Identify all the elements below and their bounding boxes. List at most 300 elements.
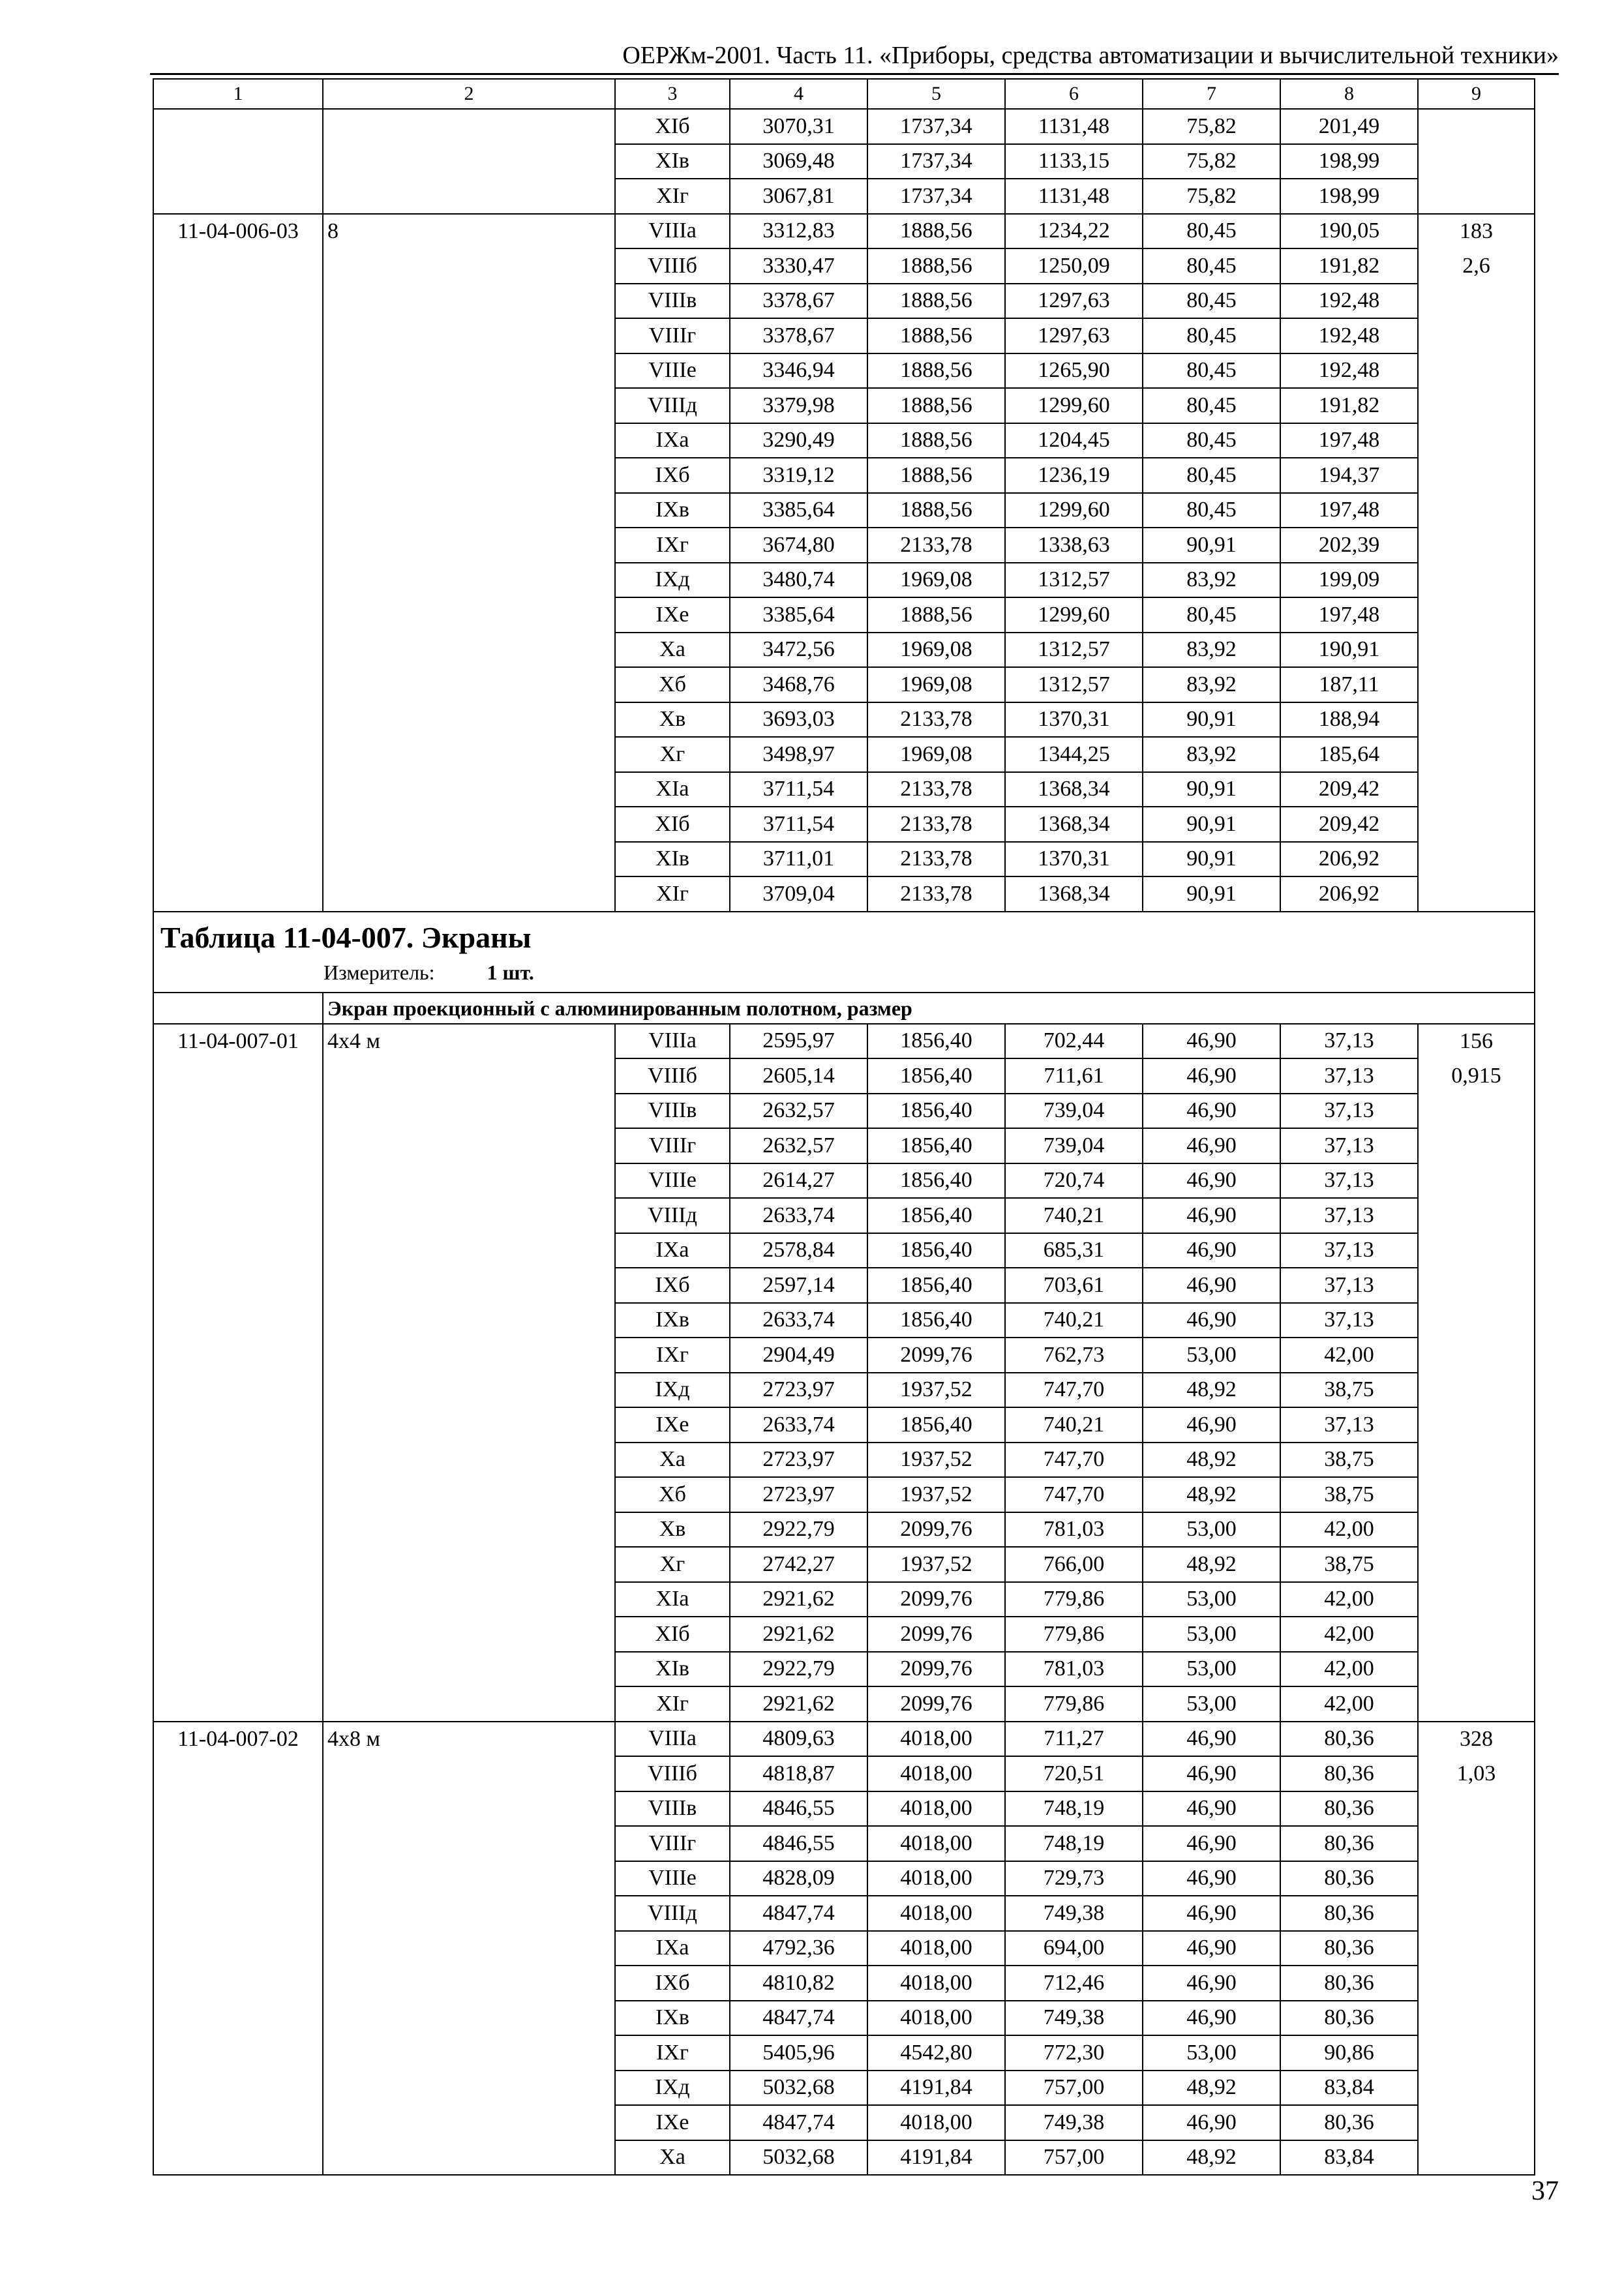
extra-value bbox=[1418, 2140, 1535, 2176]
resource-parameter bbox=[323, 353, 615, 389]
value-cell: 80,45 bbox=[1143, 423, 1280, 458]
resource-parameter bbox=[323, 772, 615, 807]
zone-code: VIIIб bbox=[615, 1756, 730, 1791]
value-cell: 747,70 bbox=[1005, 1443, 1143, 1478]
value-cell: 80,36 bbox=[1280, 1756, 1418, 1791]
value-cell: 1856,40 bbox=[867, 1128, 1005, 1163]
zone-code: Xб bbox=[615, 1477, 730, 1512]
value-cell: 2099,76 bbox=[867, 1617, 1005, 1652]
extra-value bbox=[1418, 1268, 1535, 1303]
zone-code: Xг bbox=[615, 1547, 730, 1582]
value-cell: 37,13 bbox=[1280, 1198, 1418, 1233]
extra-value bbox=[1418, 1303, 1535, 1338]
resource-parameter bbox=[323, 1477, 615, 1512]
resource-code bbox=[153, 1512, 323, 1548]
resource-parameter bbox=[323, 737, 615, 772]
resource-parameter bbox=[323, 667, 615, 702]
value-cell: 3674,80 bbox=[730, 528, 867, 563]
resource-code bbox=[153, 597, 323, 633]
extra-value bbox=[1418, 2001, 1535, 2036]
value-cell: 80,45 bbox=[1143, 353, 1280, 389]
zone-code: IXг bbox=[615, 1338, 730, 1373]
value-cell: 1888,56 bbox=[867, 388, 1005, 423]
value-cell: 46,90 bbox=[1143, 1198, 1280, 1233]
value-cell: 2723,97 bbox=[730, 1373, 867, 1408]
resource-parameter bbox=[323, 1931, 615, 1966]
table-row bbox=[153, 528, 1535, 563]
value-cell: 3312,83 bbox=[730, 214, 867, 249]
value-cell: 80,36 bbox=[1280, 1722, 1418, 1757]
resource-code bbox=[153, 179, 323, 214]
resource-parameter: 4х8 м bbox=[323, 1722, 615, 1757]
value-cell: 42,00 bbox=[1280, 1652, 1418, 1687]
value-cell: 748,19 bbox=[1005, 1826, 1143, 1861]
resource-code bbox=[153, 1652, 323, 1687]
table-row bbox=[153, 633, 1535, 668]
value-cell: 3693,03 bbox=[730, 702, 867, 738]
zone-code: IXв bbox=[615, 1303, 730, 1338]
value-cell: 2099,76 bbox=[867, 1512, 1005, 1548]
value-cell: 46,90 bbox=[1143, 1826, 1280, 1861]
value-cell: 2633,74 bbox=[730, 1303, 867, 1338]
resource-code bbox=[153, 284, 323, 319]
value-cell: 5032,68 bbox=[730, 2140, 867, 2176]
value-cell: 46,90 bbox=[1143, 2105, 1280, 2140]
value-cell: 37,13 bbox=[1280, 1268, 1418, 1303]
value-cell: 80,36 bbox=[1280, 2105, 1418, 2140]
table-row bbox=[153, 1477, 1535, 1512]
value-cell: 4018,00 bbox=[867, 2001, 1005, 2036]
value-cell: 80,45 bbox=[1143, 214, 1280, 249]
resource-parameter bbox=[323, 633, 615, 668]
resource-parameter bbox=[323, 1128, 615, 1163]
value-cell: 747,70 bbox=[1005, 1477, 1143, 1512]
value-cell: 1856,40 bbox=[867, 1303, 1005, 1338]
table-row bbox=[153, 388, 1535, 423]
value-cell: 4846,55 bbox=[730, 1791, 867, 1827]
value-cell: 694,00 bbox=[1005, 1931, 1143, 1966]
resource-code bbox=[153, 458, 323, 493]
zone-code: Xг bbox=[615, 737, 730, 772]
zone-code: IXа bbox=[615, 423, 730, 458]
value-cell: 53,00 bbox=[1143, 1686, 1280, 1722]
resource-parameter bbox=[323, 1512, 615, 1548]
extra-value bbox=[1418, 423, 1535, 458]
value-cell: 4018,00 bbox=[867, 1896, 1005, 1931]
value-cell: 1368,34 bbox=[1005, 876, 1143, 912]
resource-parameter bbox=[323, 109, 615, 144]
resource-code bbox=[153, 248, 323, 284]
value-cell: 80,45 bbox=[1143, 493, 1280, 528]
table-row bbox=[153, 1338, 1535, 1373]
resource-code bbox=[153, 493, 323, 528]
value-cell: 1234,22 bbox=[1005, 214, 1143, 249]
value-cell: 1312,57 bbox=[1005, 667, 1143, 702]
value-cell: 1297,63 bbox=[1005, 318, 1143, 353]
extra-value bbox=[1418, 1652, 1535, 1687]
value-cell: 192,48 bbox=[1280, 353, 1418, 389]
resource-parameter bbox=[323, 458, 615, 493]
value-cell: 740,21 bbox=[1005, 1303, 1143, 1338]
resource-parameter bbox=[323, 2035, 615, 2071]
extra-value bbox=[1418, 876, 1535, 912]
value-cell: 80,45 bbox=[1143, 284, 1280, 319]
column-number: 7 bbox=[1143, 79, 1280, 109]
resource-parameter bbox=[323, 423, 615, 458]
resource-code bbox=[153, 1686, 323, 1722]
resource-code bbox=[153, 2001, 323, 2036]
value-cell: 1204,45 bbox=[1005, 423, 1143, 458]
zone-code: Xа bbox=[615, 1443, 730, 1478]
group-title: Экран проекционный с алюминированным полотном, размер bbox=[323, 993, 1535, 1024]
table-row bbox=[153, 179, 1535, 214]
table-row bbox=[153, 1617, 1535, 1652]
zone-code: VIIIв bbox=[615, 1094, 730, 1129]
table-row bbox=[153, 2105, 1535, 2140]
value-cell: 90,91 bbox=[1143, 528, 1280, 563]
value-cell: 2605,14 bbox=[730, 1058, 867, 1094]
value-cell: 1370,31 bbox=[1005, 702, 1143, 738]
resource-code bbox=[153, 1443, 323, 1478]
value-cell: 42,00 bbox=[1280, 1338, 1418, 1373]
extra-value: 156 bbox=[1418, 1024, 1535, 1059]
zone-code: IXв bbox=[615, 2001, 730, 2036]
extra-value bbox=[1418, 1686, 1535, 1722]
value-cell: 3378,67 bbox=[730, 318, 867, 353]
resource-parameter bbox=[323, 1896, 615, 1931]
resource-code bbox=[153, 1198, 323, 1233]
resource-code bbox=[153, 353, 323, 389]
value-cell: 209,42 bbox=[1280, 772, 1418, 807]
value-cell: 1236,19 bbox=[1005, 458, 1143, 493]
value-cell: 37,13 bbox=[1280, 1407, 1418, 1443]
zone-code: VIIIд bbox=[615, 1198, 730, 1233]
value-cell: 4018,00 bbox=[867, 1826, 1005, 1861]
zone-code: XIг bbox=[615, 876, 730, 912]
value-cell: 46,90 bbox=[1143, 1966, 1280, 2001]
resource-code bbox=[153, 1861, 323, 1896]
extra-value bbox=[1418, 1931, 1535, 1966]
resource-parameter bbox=[323, 388, 615, 423]
column-number: 9 bbox=[1418, 79, 1535, 109]
table-row bbox=[153, 2035, 1535, 2071]
resource-code: 11-04-007-02 bbox=[153, 1722, 323, 1757]
value-cell: 757,00 bbox=[1005, 2071, 1143, 2106]
resource-parameter bbox=[323, 842, 615, 877]
zone-code: IXб bbox=[615, 458, 730, 493]
extra-value bbox=[1418, 318, 1535, 353]
value-cell: 702,44 bbox=[1005, 1024, 1143, 1059]
column-number-row bbox=[153, 79, 1535, 109]
value-cell: 191,82 bbox=[1280, 388, 1418, 423]
extra-value bbox=[1418, 1966, 1535, 2001]
resource-code bbox=[153, 1128, 323, 1163]
resource-code bbox=[153, 1896, 323, 1931]
resource-code bbox=[153, 1373, 323, 1408]
value-cell: 749,38 bbox=[1005, 2105, 1143, 2140]
value-cell: 46,90 bbox=[1143, 1268, 1280, 1303]
value-cell: 38,75 bbox=[1280, 1477, 1418, 1512]
zone-code: VIIIв bbox=[615, 284, 730, 319]
value-cell: 4846,55 bbox=[730, 1826, 867, 1861]
value-cell: 2578,84 bbox=[730, 1233, 867, 1268]
table-row bbox=[153, 1407, 1535, 1443]
value-cell: 197,48 bbox=[1280, 597, 1418, 633]
value-cell: 2099,76 bbox=[867, 1582, 1005, 1617]
value-cell: 90,86 bbox=[1280, 2035, 1418, 2071]
value-cell: 198,99 bbox=[1280, 144, 1418, 179]
column-number: 1 bbox=[153, 79, 323, 109]
value-cell: 2099,76 bbox=[867, 1652, 1005, 1687]
value-cell: 1265,90 bbox=[1005, 353, 1143, 389]
resource-code bbox=[153, 1163, 323, 1199]
value-cell: 779,86 bbox=[1005, 1582, 1143, 1617]
extra-value bbox=[1418, 1547, 1535, 1582]
table-row bbox=[153, 318, 1535, 353]
zone-code: Xа bbox=[615, 2140, 730, 2176]
value-cell: 2632,57 bbox=[730, 1094, 867, 1129]
value-cell: 46,90 bbox=[1143, 1931, 1280, 1966]
table-row bbox=[153, 1233, 1535, 1268]
extra-value bbox=[1418, 807, 1535, 842]
value-cell: 1250,09 bbox=[1005, 248, 1143, 284]
value-cell: 4191,84 bbox=[867, 2140, 1005, 2176]
value-cell: 46,90 bbox=[1143, 1094, 1280, 1129]
table-row bbox=[153, 109, 1535, 144]
value-cell: 80,45 bbox=[1143, 458, 1280, 493]
value-cell: 3070,31 bbox=[730, 109, 867, 144]
value-cell: 766,00 bbox=[1005, 1547, 1143, 1582]
value-cell: 46,90 bbox=[1143, 1861, 1280, 1896]
value-cell: 198,99 bbox=[1280, 179, 1418, 214]
extra-value bbox=[1418, 458, 1535, 493]
value-cell: 2904,49 bbox=[730, 1338, 867, 1373]
zone-code: IXе bbox=[615, 597, 730, 633]
zone-code: XIв bbox=[615, 1652, 730, 1687]
table-row bbox=[153, 737, 1535, 772]
value-cell: 42,00 bbox=[1280, 1686, 1418, 1722]
meter-value: 1 шт. bbox=[487, 960, 534, 984]
value-cell: 2921,62 bbox=[730, 1686, 867, 1722]
value-cell: 2133,78 bbox=[867, 842, 1005, 877]
value-cell: 1888,56 bbox=[867, 458, 1005, 493]
table-row bbox=[153, 284, 1535, 319]
value-cell: 4018,00 bbox=[867, 2105, 1005, 2140]
value-cell: 75,82 bbox=[1143, 109, 1280, 144]
value-cell: 747,70 bbox=[1005, 1373, 1143, 1408]
table-title-row bbox=[153, 912, 1535, 993]
value-cell: 4809,63 bbox=[730, 1722, 867, 1757]
value-cell: 48,92 bbox=[1143, 2071, 1280, 2106]
zone-code: XIа bbox=[615, 1582, 730, 1617]
resource-parameter bbox=[323, 144, 615, 179]
resource-parameter bbox=[323, 2140, 615, 2176]
table-row bbox=[153, 248, 1535, 284]
resource-parameter bbox=[323, 493, 615, 528]
value-cell: 197,48 bbox=[1280, 423, 1418, 458]
resource-code bbox=[153, 1268, 323, 1303]
resource-code bbox=[153, 1931, 323, 1966]
resource-parameter bbox=[323, 1163, 615, 1199]
value-cell: 53,00 bbox=[1143, 1512, 1280, 1548]
value-cell: 5032,68 bbox=[730, 2071, 867, 2106]
table-row bbox=[153, 2140, 1535, 2176]
value-cell: 3709,04 bbox=[730, 876, 867, 912]
value-cell: 1969,08 bbox=[867, 563, 1005, 598]
table-row bbox=[153, 423, 1535, 458]
value-cell: 80,45 bbox=[1143, 248, 1280, 284]
table-row bbox=[153, 1931, 1535, 1966]
value-cell: 46,90 bbox=[1143, 1233, 1280, 1268]
extra-value bbox=[1418, 353, 1535, 389]
value-cell: 1888,56 bbox=[867, 214, 1005, 249]
extra-value bbox=[1418, 737, 1535, 772]
value-cell: 38,75 bbox=[1280, 1373, 1418, 1408]
value-cell: 80,45 bbox=[1143, 388, 1280, 423]
value-cell: 1969,08 bbox=[867, 667, 1005, 702]
value-cell: 2133,78 bbox=[867, 528, 1005, 563]
value-cell: 3067,81 bbox=[730, 179, 867, 214]
value-cell: 4847,74 bbox=[730, 2001, 867, 2036]
value-cell: 83,92 bbox=[1143, 667, 1280, 702]
value-cell: 199,09 bbox=[1280, 563, 1418, 598]
value-cell: 80,36 bbox=[1280, 2001, 1418, 2036]
value-cell: 90,91 bbox=[1143, 772, 1280, 807]
value-cell: 48,92 bbox=[1143, 1373, 1280, 1408]
value-cell: 53,00 bbox=[1143, 1338, 1280, 1373]
table-row bbox=[153, 353, 1535, 389]
extra-value bbox=[1418, 1582, 1535, 1617]
zone-code: IXа bbox=[615, 1931, 730, 1966]
value-cell: 781,03 bbox=[1005, 1652, 1143, 1687]
value-cell: 1133,15 bbox=[1005, 144, 1143, 179]
zone-code: IXд bbox=[615, 2071, 730, 2106]
value-cell: 2099,76 bbox=[867, 1686, 1005, 1722]
zone-code: IXг bbox=[615, 528, 730, 563]
zone-code: VIIIд bbox=[615, 388, 730, 423]
table-row bbox=[153, 214, 1535, 249]
value-cell: 2922,79 bbox=[730, 1512, 867, 1548]
extra-value bbox=[1418, 1861, 1535, 1896]
resource-code bbox=[153, 842, 323, 877]
table-row bbox=[153, 1966, 1535, 2001]
value-cell: 3498,97 bbox=[730, 737, 867, 772]
value-cell: 739,04 bbox=[1005, 1128, 1143, 1163]
value-cell: 1856,40 bbox=[867, 1407, 1005, 1443]
value-cell: 37,13 bbox=[1280, 1303, 1418, 1338]
value-cell: 37,13 bbox=[1280, 1163, 1418, 1199]
resource-code bbox=[153, 1233, 323, 1268]
value-cell: 2742,27 bbox=[730, 1547, 867, 1582]
value-cell: 48,92 bbox=[1143, 1443, 1280, 1478]
value-cell: 3319,12 bbox=[730, 458, 867, 493]
extra-value: 183 bbox=[1418, 214, 1535, 249]
resource-code bbox=[153, 667, 323, 702]
resource-code bbox=[153, 1582, 323, 1617]
column-number: 4 bbox=[730, 79, 867, 109]
resource-parameter bbox=[323, 876, 615, 912]
value-cell: 83,84 bbox=[1280, 2071, 1418, 2106]
value-cell: 4191,84 bbox=[867, 2071, 1005, 2106]
value-cell: 191,82 bbox=[1280, 248, 1418, 284]
value-cell: 2133,78 bbox=[867, 807, 1005, 842]
table-row bbox=[153, 2071, 1535, 2106]
table-title: Таблица 11-04-007. Экраны bbox=[160, 920, 532, 954]
value-cell: 90,91 bbox=[1143, 876, 1280, 912]
zone-code: VIIIа bbox=[615, 214, 730, 249]
resource-code bbox=[153, 318, 323, 353]
value-cell: 781,03 bbox=[1005, 1512, 1143, 1548]
resource-parameter bbox=[323, 1547, 615, 1582]
resource-code bbox=[153, 1058, 323, 1094]
table-row bbox=[153, 563, 1535, 598]
value-cell: 720,74 bbox=[1005, 1163, 1143, 1199]
zone-code: VIIIб bbox=[615, 1058, 730, 1094]
zone-code: IXе bbox=[615, 1407, 730, 1443]
value-cell: 3468,76 bbox=[730, 667, 867, 702]
resource-code bbox=[153, 1407, 323, 1443]
extra-value bbox=[1418, 388, 1535, 423]
meter-line bbox=[160, 958, 1527, 987]
resource-parameter bbox=[323, 1756, 615, 1791]
resource-code bbox=[153, 1756, 323, 1791]
value-cell: 4018,00 bbox=[867, 1966, 1005, 2001]
value-cell: 3385,64 bbox=[730, 597, 867, 633]
resource-parameter: 8 bbox=[323, 214, 615, 249]
resource-parameter bbox=[323, 597, 615, 633]
resource-code bbox=[153, 2035, 323, 2071]
zone-code: IXб bbox=[615, 1966, 730, 2001]
extra-value bbox=[1418, 493, 1535, 528]
extra-value bbox=[1418, 528, 1535, 563]
table-body bbox=[153, 79, 1535, 2175]
extra-value bbox=[1418, 842, 1535, 877]
resource-parameter bbox=[323, 284, 615, 319]
resource-code bbox=[153, 109, 323, 144]
resource-parameter bbox=[323, 1582, 615, 1617]
value-cell: 48,92 bbox=[1143, 1477, 1280, 1512]
value-cell: 3711,01 bbox=[730, 842, 867, 877]
value-cell: 46,90 bbox=[1143, 1791, 1280, 1827]
resource-code bbox=[153, 1966, 323, 2001]
resource-code bbox=[153, 2105, 323, 2140]
resource-parameter bbox=[323, 1268, 615, 1303]
table-row bbox=[153, 702, 1535, 738]
extra-value bbox=[1418, 667, 1535, 702]
value-cell: 37,13 bbox=[1280, 1128, 1418, 1163]
value-cell: 1737,34 bbox=[867, 109, 1005, 144]
value-cell: 711,61 bbox=[1005, 1058, 1143, 1094]
resource-code bbox=[153, 1094, 323, 1129]
extra-value bbox=[1418, 1617, 1535, 1652]
value-cell: 1937,52 bbox=[867, 1443, 1005, 1478]
extra-value bbox=[1418, 633, 1535, 668]
extra-value bbox=[1418, 1443, 1535, 1478]
table-row bbox=[153, 1373, 1535, 1408]
extra-value bbox=[1418, 1338, 1535, 1373]
group-spacer bbox=[153, 993, 323, 1024]
value-cell: 1888,56 bbox=[867, 318, 1005, 353]
table-row bbox=[153, 1512, 1535, 1548]
value-cell: 772,30 bbox=[1005, 2035, 1143, 2071]
value-cell: 1299,60 bbox=[1005, 493, 1143, 528]
value-cell: 1969,08 bbox=[867, 737, 1005, 772]
extra-value bbox=[1418, 179, 1535, 214]
value-cell: 4847,74 bbox=[730, 1896, 867, 1931]
value-cell: 46,90 bbox=[1143, 1303, 1280, 1338]
column-number: 8 bbox=[1280, 79, 1418, 109]
value-cell: 53,00 bbox=[1143, 1582, 1280, 1617]
